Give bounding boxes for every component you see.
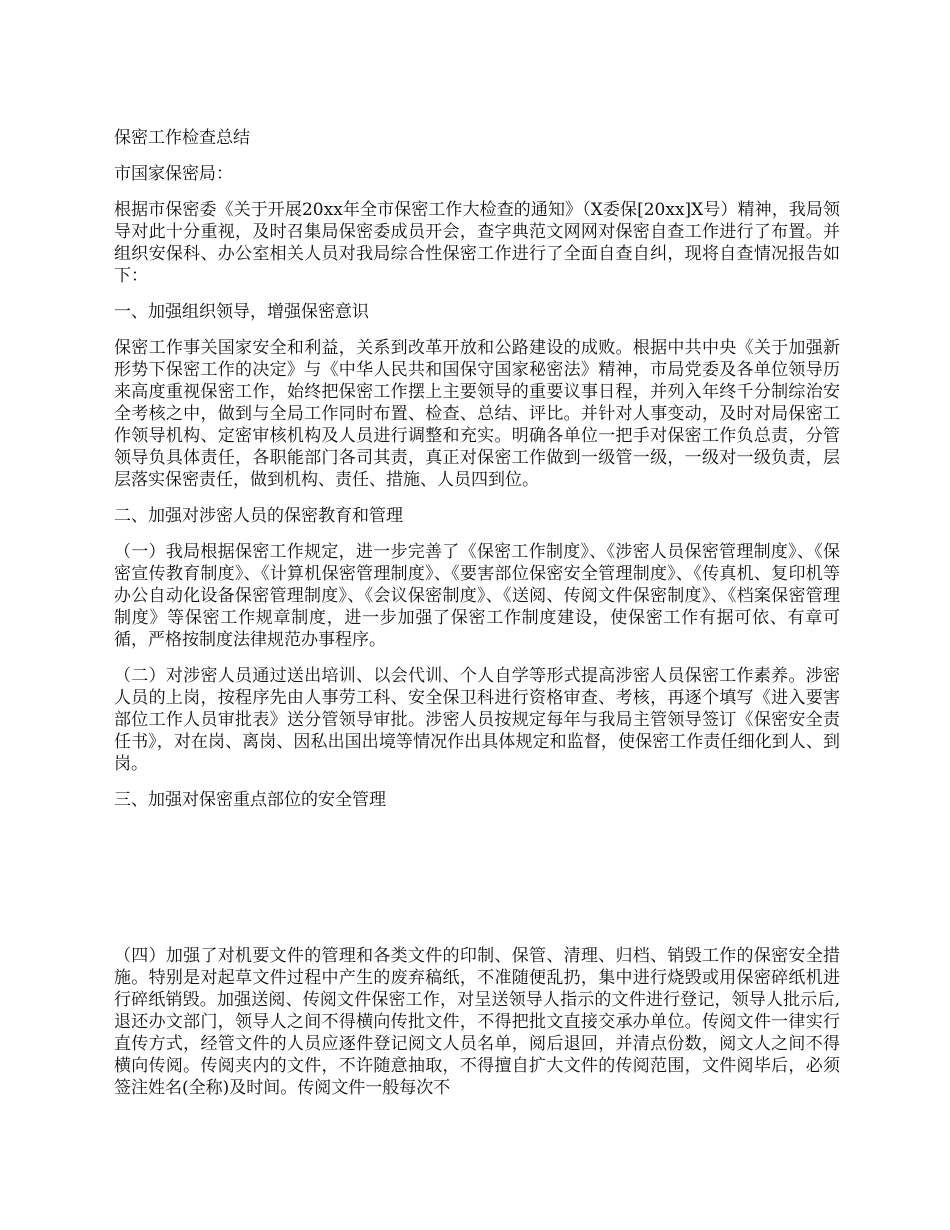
paragraph-section-3-item-4: （四）加强了对机要文件的管理和各类文件的印制、保管、清理、归档、销毁工作的保密安全措施。特别是对起草文件过程中产生的废弃稿纸，不准随便乱扔，集中进行烧毁或用保密碎纸机进行碎纸销毁。加强送阅、传阅文件保密工作，对呈送领导人指示的文件进行登记，领导人批示后,退还办文部门，领导人之间不得横向传批文件，不得把批文直接交承办单位。传阅文件一律实行直传方式，经管文件的人员应逐件登记阅文人员名单，阅后退回，并清点份数，阅文人之间不得横向传阅。传阅夹内的文件，不许随意抽取，不得擅自扩大文件的传阅范围，文件阅毕后，必须签注姓名(全称)及时间。传阅文件一般每次不 bbox=[114, 946, 840, 1098]
document-salutation: 市国家保密局： bbox=[114, 164, 233, 184]
document-body-bottom bbox=[114, 945, 840, 1113]
document-title: 保密工作检查总结 bbox=[114, 128, 250, 148]
paragraph-section-2-item-1: （一）我局根据保密工作规定，进一步完善了《保密工作制度》、《涉密人员保密管理制度》、《保密宣传教育制度》、《计算机保密管理制度》、《要害部位保密安全管理制度》、《传真机、复印机等办公自动化设备保密管理制度》、《会议保密制度》、《送阅、传阅文件保密制度》、《档案保密管理制度》等保密工作规章制度，进一步加强了保密工作制度建设，使保密工作有据可依、有章可循，严格按制度法律规范办事程序。 bbox=[114, 542, 840, 650]
paragraph-intro: 根据市保密委《关于开展20xx年全市保密工作大检查的通知》（X委保[20xx]X号）精神，我局领导对此十分重视，及时召集局保密委成员开会，查字典范文网网对保密自查工作进行了布置。并组织安保科、办公室相关人员对我局综合性保密工作进行了全面自查自纠，现将自查情况报告如下： bbox=[114, 200, 840, 286]
paragraph-section-2-item-2: （二）对涉密人员通过送出培训、以会代训、个人自学等形式提高涉密人员保密工作素养。涉密人员的上岗，按程序先由人事劳工科、安全保卫科进行资格审查、考核，再逐个填写《进入要害部位工作人员审批表》送分管领导审批。涉密人员按规定每年与我局主管领导签订《保密安全责任书》，对在岗、离岗、因私出国出境等情况作出具体规定和监督，使保密工作责任细化到人、到岗。 bbox=[114, 666, 840, 774]
section-heading-2: 二、加强对涉密人员的保密教育和管理 bbox=[114, 506, 403, 526]
paragraph-section-1: 保密工作事关国家安全和利益，关系到改革开放和公路建设的成败。根据中共中央《关于加强新形势下保密工作的决定》与《中华人民共和国保守国家秘密法》精神，市局党委及各单位领导历来高度重视保密工作，始终把保密工作摆上主要领导的重要议事日程，并列入年终千分制综治安全考核之中，做到与全局工作同时布置、检查、总结、评比。并针对人事变动，及时对局保密工作领导机构、定密审核机构及人员进行调整和充实。明确各单位一把手对保密工作负总责，分管领导负具体责任，各职能部门各司其责，真正对保密工作做到一级管一级，一级对一级负责，层层落实保密责任，做到机构、责任、措施、人员四到位。 bbox=[114, 338, 840, 490]
document-body-top bbox=[114, 127, 840, 825]
section-heading-1: 一、加强组织领导，增强保密意识 bbox=[114, 302, 369, 322]
section-heading-3: 三、加强对保密重点部位的安全管理 bbox=[114, 790, 386, 810]
